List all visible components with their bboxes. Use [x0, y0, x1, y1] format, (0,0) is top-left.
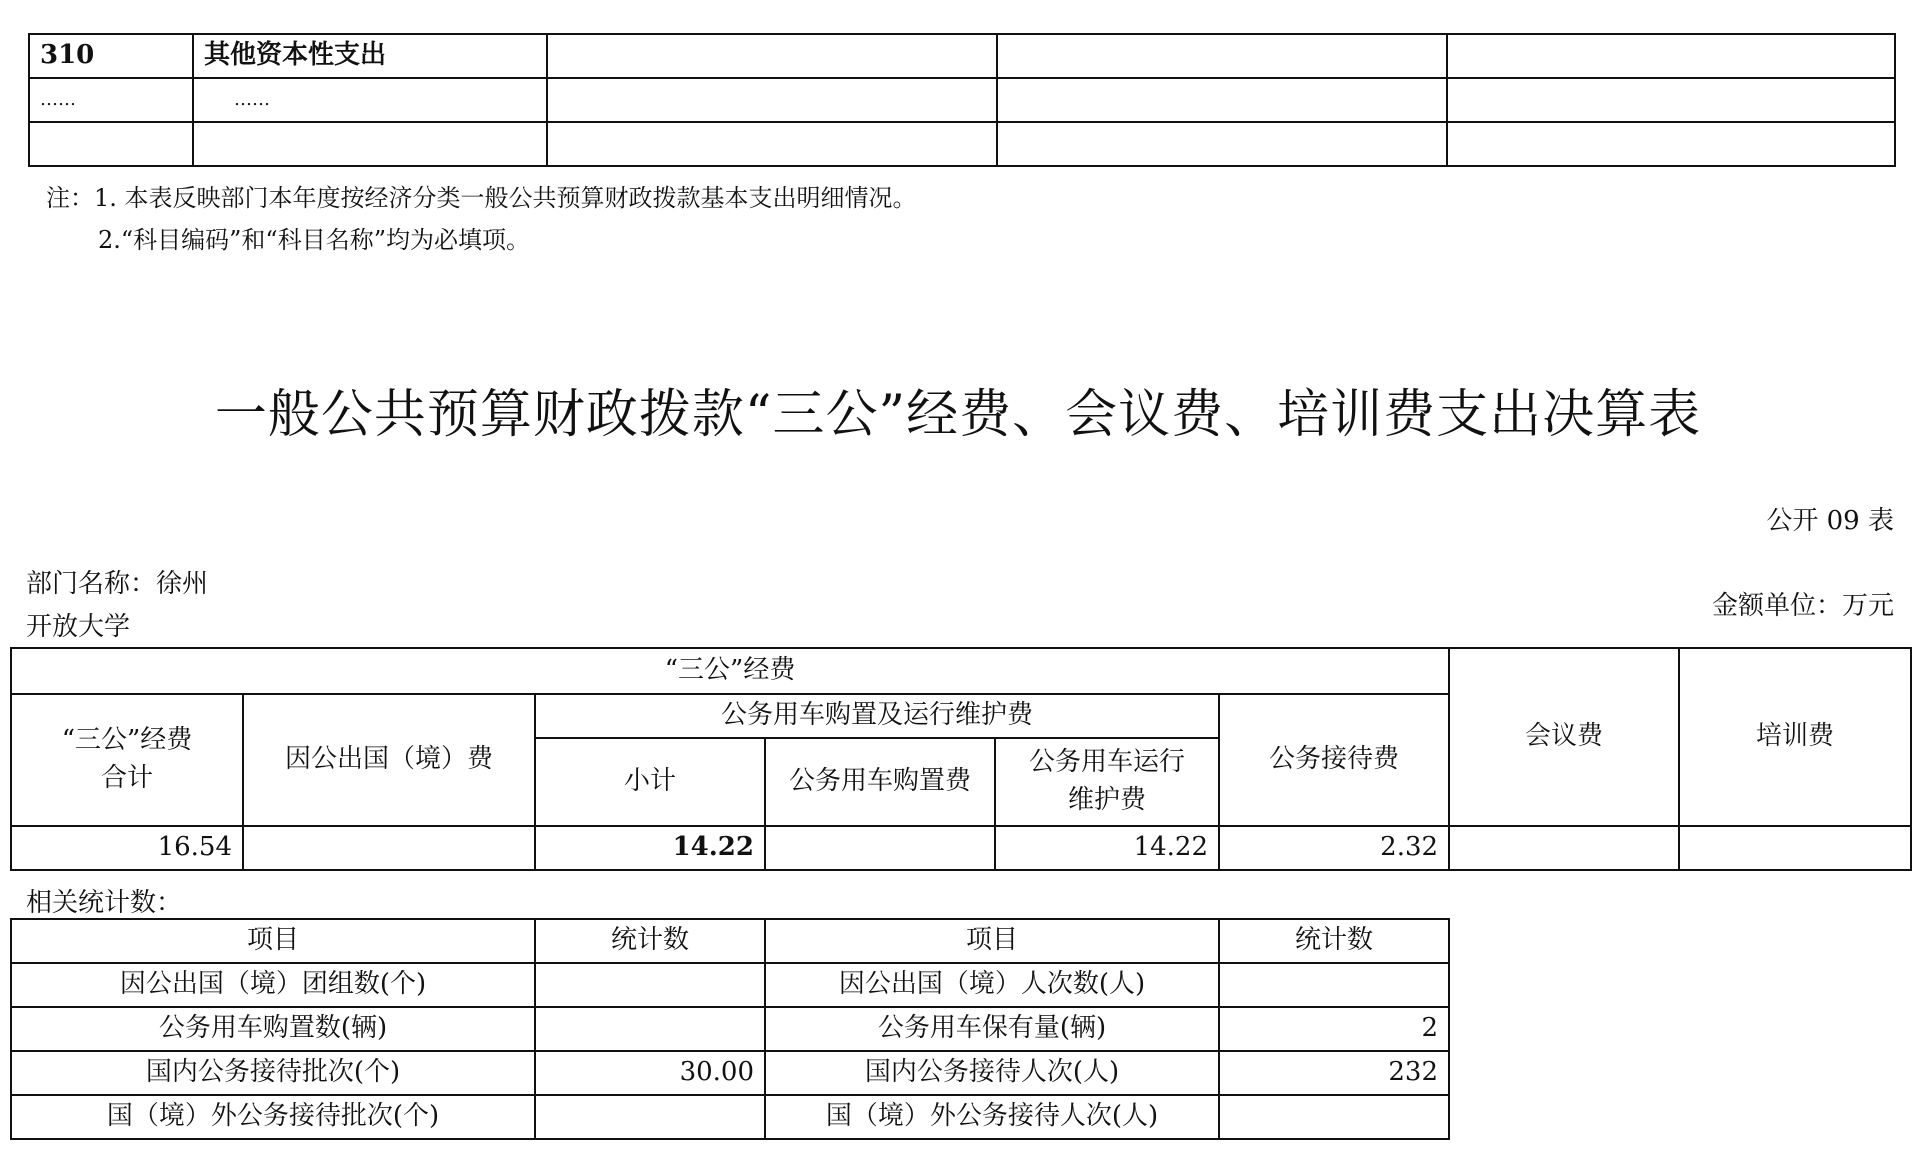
header-total-line1: “三公”经费 — [61, 725, 193, 756]
header-vehicle-run — [995, 738, 1219, 826]
header-vehicle-group: 公务用车购置及运行维护费 — [535, 694, 1219, 738]
value-reception: 2.32 — [1219, 826, 1449, 870]
stats-value: 30.00 — [535, 1051, 765, 1095]
header-reception: 公务接待费 — [1219, 694, 1449, 826]
table-cell — [997, 78, 1447, 122]
table-cell — [547, 122, 997, 166]
table-row — [29, 78, 1895, 122]
stats-item: 国内公务接待人次(人) — [765, 1051, 1219, 1095]
stats-header: 项目 — [11, 919, 535, 963]
page-title: 一般公共预算财政拨款“三公”经费、会议费、培训费支出决算表 — [214, 385, 1702, 445]
table-row — [11, 963, 1449, 1007]
table-row — [29, 122, 1895, 166]
stats-table — [10, 918, 1450, 1140]
table-cell — [997, 122, 1447, 166]
table-row — [11, 919, 1449, 963]
table-code: 公开 09 表 — [1766, 506, 1894, 536]
stats-item: 国内公务接待批次(个) — [11, 1051, 535, 1095]
note-line-2: 2.“科目编码”和“科目名称”均为必填项。 — [98, 226, 530, 254]
table-cell: 其他资本性支出 — [193, 34, 547, 78]
department-name-cont: 开放大学 — [26, 612, 131, 642]
value-abroad — [243, 826, 535, 870]
three-public-expense-table — [10, 647, 1912, 871]
value-training — [1679, 826, 1911, 870]
table-cell — [1447, 78, 1895, 122]
stats-item: 国（境）外公务接待人次(人) — [765, 1095, 1219, 1139]
table-cell — [547, 34, 997, 78]
stats-header: 项目 — [765, 919, 1219, 963]
header-meeting: 会议费 — [1449, 648, 1679, 826]
table-row — [11, 826, 1911, 870]
stats-item: 因公出国（境）人次数(人) — [765, 963, 1219, 1007]
stats-item: 因公出国（境）团组数(个) — [11, 963, 535, 1007]
value-total: 16.54 — [11, 826, 243, 870]
table-row — [29, 34, 1895, 78]
table-cell: …… — [29, 78, 193, 122]
header-training: 培训费 — [1679, 648, 1911, 826]
stats-value — [1219, 1095, 1449, 1139]
stats-value — [535, 1095, 765, 1139]
stats-header: 统计数 — [1219, 919, 1449, 963]
expense-detail-table — [28, 33, 1896, 167]
header-total-line2: 合计 — [100, 763, 153, 793]
stats-item: 公务用车保有量(辆) — [765, 1007, 1219, 1051]
stats-value — [1219, 963, 1449, 1007]
header-vehicle-run-line2: 维护费 — [1067, 785, 1146, 815]
stats-value — [535, 963, 765, 1007]
header-vehicle-run-line1: 公务用车运行 — [1028, 747, 1185, 778]
table-cell — [29, 122, 193, 166]
table-row — [11, 648, 1911, 694]
table-cell: …… — [193, 78, 547, 122]
table-cell: 310 — [29, 34, 193, 78]
table-cell — [1447, 122, 1895, 166]
department-name: 部门名称：徐州 — [26, 569, 209, 599]
stats-header: 统计数 — [535, 919, 765, 963]
table-row — [11, 1007, 1449, 1051]
header-subtotal: 小计 — [535, 738, 765, 826]
stats-value: 232 — [1219, 1051, 1449, 1095]
stats-value: 2 — [1219, 1007, 1449, 1051]
value-vehicle-purchase — [765, 826, 995, 870]
table-cell — [1447, 34, 1895, 78]
stats-item: 国（境）外公务接待批次(个) — [11, 1095, 535, 1139]
table-row — [11, 1095, 1449, 1139]
header-abroad: 因公出国（境）费 — [243, 694, 535, 826]
note-line-1: 注：1. 本表反映部门本年度按经济分类一般公共预算财政拨款基本支出明细情况。 — [46, 184, 917, 212]
value-subtotal: 14.22 — [535, 826, 765, 870]
amount-unit: 金额单位：万元 — [1711, 591, 1894, 621]
table-cell — [547, 78, 997, 122]
stats-item: 公务用车购置数(辆) — [11, 1007, 535, 1051]
value-meeting — [1449, 826, 1679, 870]
table-cell — [997, 34, 1447, 78]
header-total — [11, 694, 243, 826]
stats-label: 相关统计数： — [26, 888, 183, 918]
stats-value — [535, 1007, 765, 1051]
group-header: “三公”经费 — [11, 648, 1449, 694]
table-cell — [193, 122, 547, 166]
value-vehicle-run: 14.22 — [995, 826, 1219, 870]
table-row — [11, 1051, 1449, 1095]
header-vehicle-purchase: 公务用车购置费 — [765, 738, 995, 826]
